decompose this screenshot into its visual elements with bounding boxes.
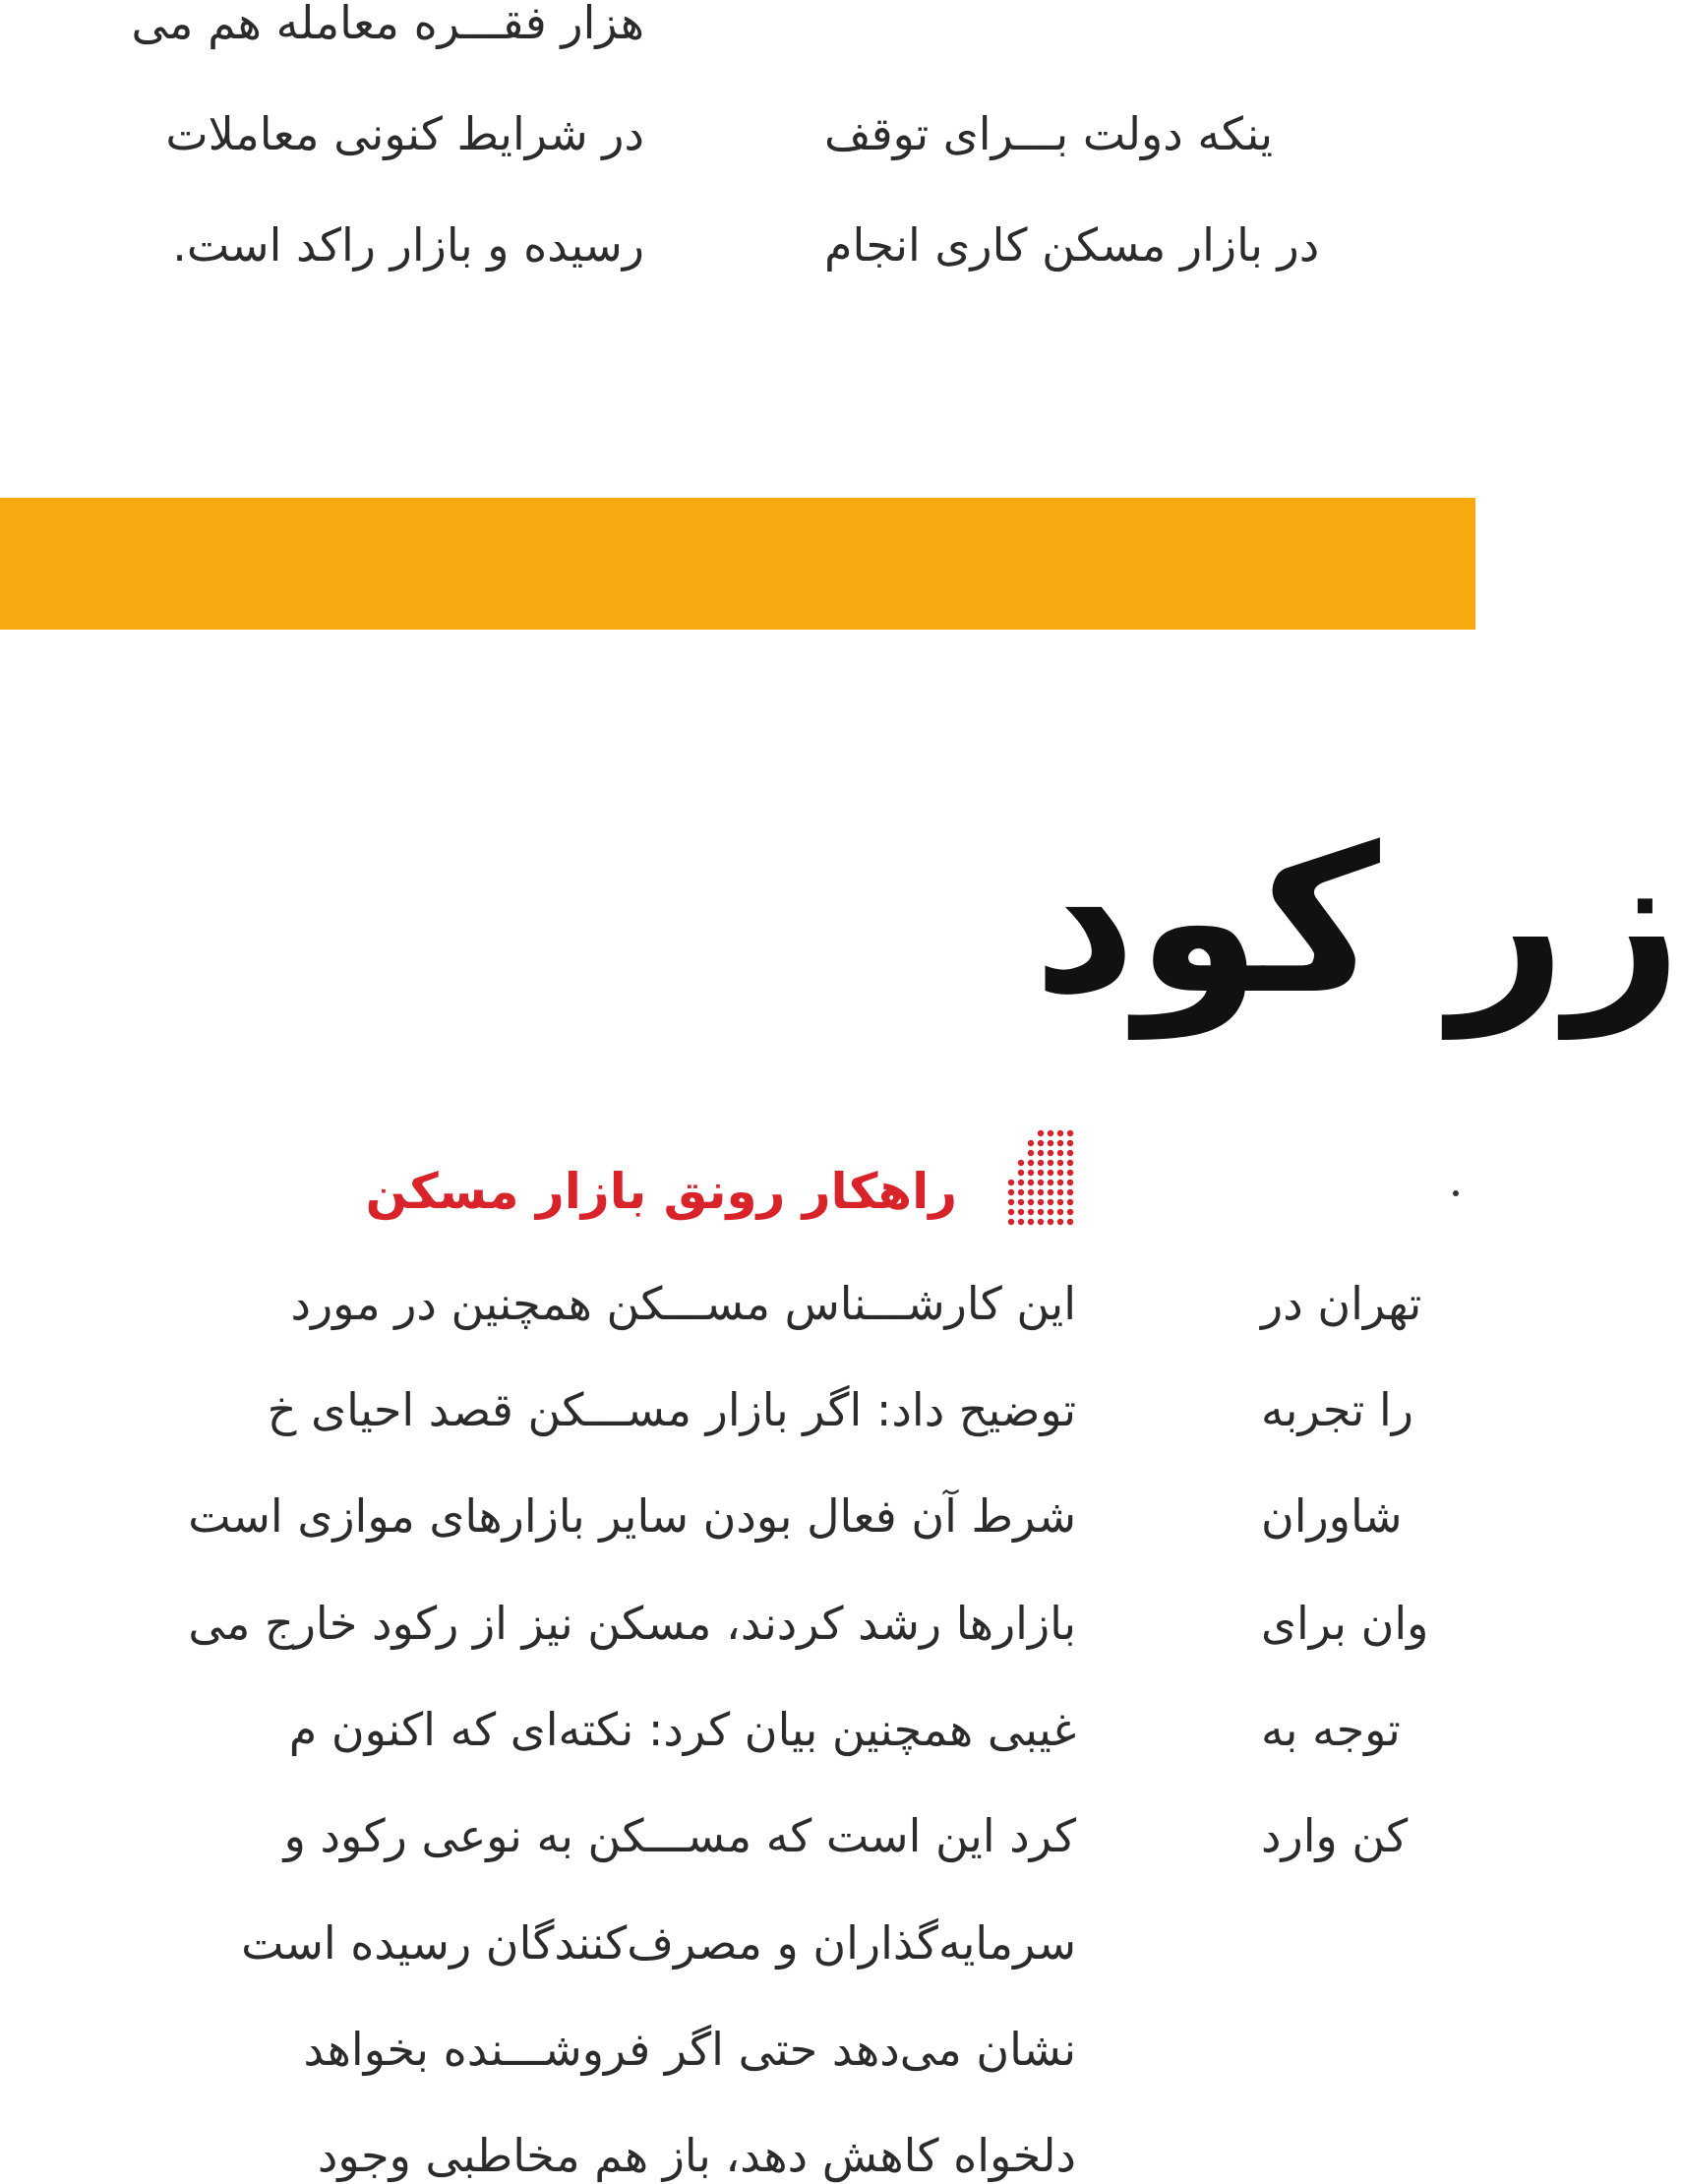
- main-line-5: غیبی همچنین بیان کرد: نکته‌ای که اکنون م: [288, 1703, 1076, 1756]
- orange-band: [0, 498, 1475, 630]
- main-line-2: توضیح داد: اگر بازار مســـکن قصد احیای خ: [267, 1383, 1076, 1436]
- right-line-3: شاوران: [1261, 1489, 1403, 1543]
- right-line-4: وان برای: [1261, 1597, 1429, 1650]
- top-left-line-2: در شرایط کنونی معاملات: [165, 107, 644, 160]
- main-line-4: بازارها رشد کردند، مسکن نیز از رکود خارج می: [188, 1597, 1076, 1650]
- right-line-5: توجه به: [1261, 1703, 1401, 1756]
- headline: زر کود: [1033, 805, 1682, 1039]
- top-right-line-1: ینکه دولت بـــرای توقف: [824, 107, 1274, 160]
- period-mark: [1453, 1190, 1459, 1196]
- right-line-1: تهران در: [1261, 1277, 1422, 1330]
- section-subhead: [332, 1120, 1080, 1238]
- top-right-line-2: در بازار مسکن کاری انجام: [824, 218, 1320, 272]
- top-left-line-3: رسیده و بازار راکد است.: [172, 218, 644, 272]
- dotted-triangle-icon: [962, 1120, 1080, 1238]
- main-line-3: شرط آن فعال بودن سایر بازارهای موازی است: [188, 1489, 1076, 1543]
- main-line-9: دلخواه کاهش دهد، باز هم مخاطبی وجود: [317, 2129, 1076, 2182]
- right-line-6: کن وارد: [1261, 1809, 1409, 1862]
- main-line-7: سرمایه‌گذاران و مصرف‌کنندگان رسیده است: [241, 1916, 1076, 1970]
- subhead-text: راهکار رونق بازار مسکن: [365, 1163, 957, 1220]
- top-left-line-1: هزار فقـــره معامله هم می: [131, 0, 644, 49]
- main-line-6: کرد این است که مســـکن به نوعی رکود و: [283, 1809, 1076, 1862]
- main-line-1: این کارشـــناس مســـکن همچنین در مورد: [290, 1277, 1076, 1330]
- main-line-8: نشان می‌دهد حتی اگر فروشـــنده بخواهد: [303, 2023, 1076, 2076]
- right-line-2: را تجربه: [1261, 1383, 1413, 1436]
